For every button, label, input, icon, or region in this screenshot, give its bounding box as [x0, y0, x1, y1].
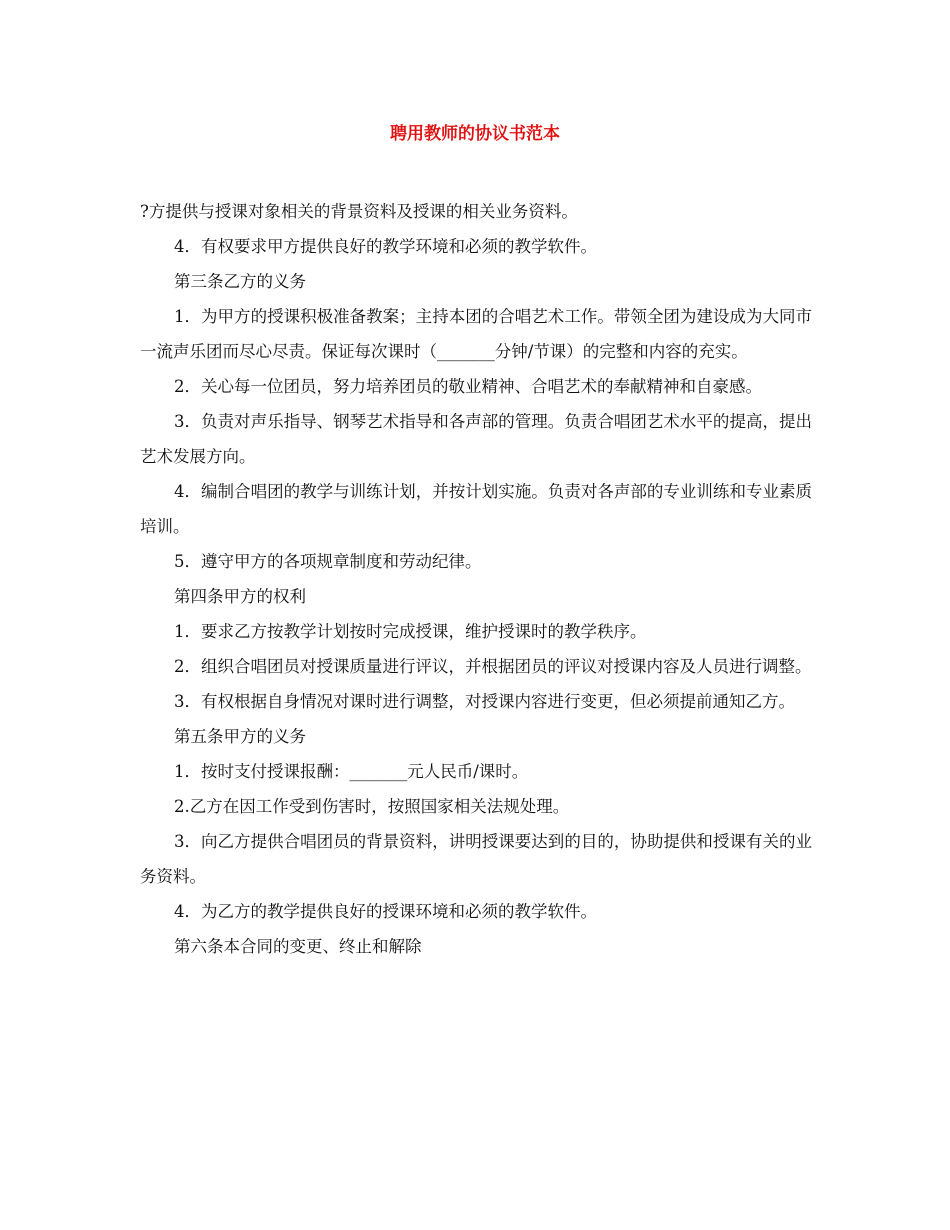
paragraph-item: 2．组织合唱团员对授课质量进行评议，并根据团员的评议对授课内容及人员进行调整。 [174, 657, 812, 676]
paragraph-item: 2．关心每一位团员，努力培养团员的敬业精神、合唱艺术的奉献精神和自豪感。 [174, 377, 762, 396]
paragraph-item: 3．有权根据自身情况对课时进行调整，对授课内容进行变更，但必须提前通知乙方。 [174, 692, 795, 711]
paragraph-item: 4．编制合唱团的教学与训练计划，并按计划实施。负责对各声部的专业训练和专业素质培训。 [140, 482, 812, 536]
paragraph-item: 4．有权要求甲方提供良好的教学环境和必须的教学软件。 [174, 237, 597, 256]
document-body [140, 194, 812, 964]
section-heading: 第五条甲方的义务 [174, 727, 306, 746]
section-heading: 第六条本合同的变更、终止和解除 [174, 937, 422, 956]
paragraph-item: 3．负责对声乐指导、钢琴艺术指导和各声部的管理。负责合唱团艺术水平的提高，提出艺术发展方向。 [140, 412, 812, 466]
section-heading: 第四条甲方的权利 [174, 587, 306, 606]
document-title: 聘用教师的协议书范本 [390, 124, 560, 144]
section-heading: 第三条乙方的义务 [174, 272, 306, 291]
paragraph-item: 1．要求乙方按教学计划按时完成授课，维护授课时的教学秩序。 [174, 622, 647, 641]
paragraph-item: 4．为乙方的教学提供良好的授课环境和必须的教学软件。 [174, 902, 597, 921]
paragraph-item: 3．向乙方提供合唱团员的背景资料，讲明授课要达到的目的，协助提供和授课有关的业务资料。 [140, 832, 812, 886]
paragraph-continuation: ?方提供与授课对象相关的背景资料及授课的相关业务资料。 [140, 202, 578, 221]
paragraph-item: 2.乙方在因工作受到伤害时，按照国家相关法规处理。 [174, 797, 570, 816]
paragraph-item: 5．遵守甲方的各项规章制度和劳动纪律。 [174, 552, 482, 571]
paragraph-item: 1．为甲方的授课积极准备教案；主持本团的合唱艺术工作。带领全团为建设成为大同市一流声乐团而尽心尽责。保证每次课时（_______分钟/节课）的完整和内容的充实。 [140, 307, 812, 361]
paragraph-item: 1．按时支付授课报酬：_______元人民币/课时。 [174, 762, 529, 781]
